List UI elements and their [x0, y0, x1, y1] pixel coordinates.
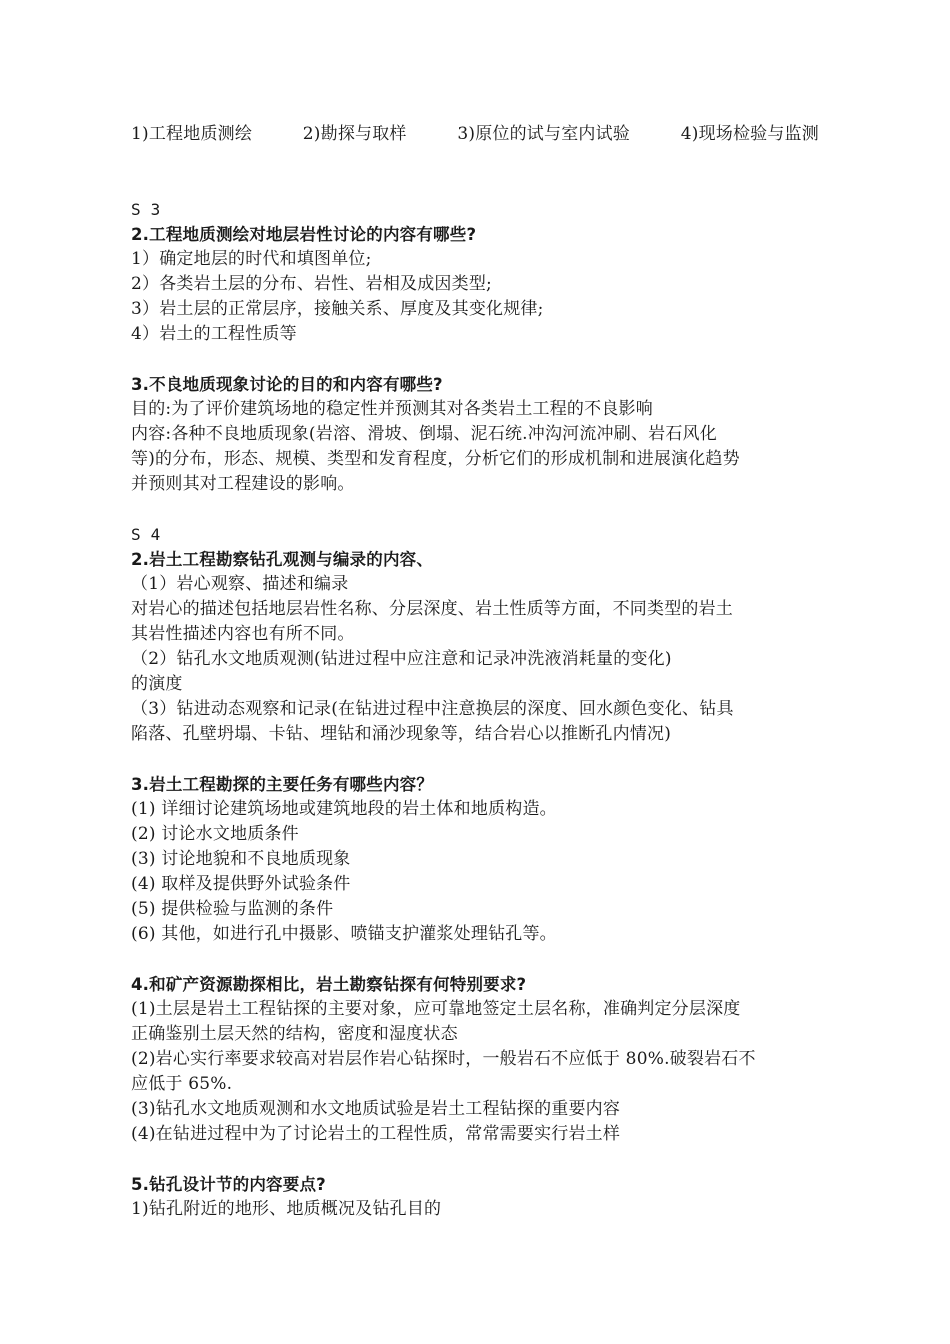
question-heading: 2.岩土工程勘察钻孔观测与编录的内容、 [131, 550, 434, 569]
answer-line: 目的:为了评价建筑场地的稳定性并预测其对各类岩土工程的不良影响 [131, 399, 653, 419]
document-page [131, 122, 831, 1222]
answer-line: (3) 讨论地貌和不良地质现象 [131, 849, 351, 869]
section-label-s3: S 3 [131, 200, 161, 219]
answer-line: (1) 详细讨论建筑场地或建筑地段的岩土体和地质构造。 [131, 799, 557, 819]
answer-line: 陷落、孔壁坍塌、卡钻、埋钻和涌沙现象等，结合岩心以推断孔内情况) [131, 724, 672, 744]
intro-items-line [131, 122, 819, 147]
answer-line: 3）岩土层的正常层序，接触关系、厚度及其变化规律; [131, 299, 544, 319]
answer-line: (1)土层是岩土工程钻探的主要对象，应可靠地签定土层名称，准确判定分层深度 [131, 999, 741, 1019]
section-label-s4: S 4 [131, 525, 161, 544]
question-heading: 5.钻孔设计节的内容要点? [131, 1175, 326, 1194]
answer-line: 对岩心的描述包括地层岩性名称、分层深度、岩土性质等方面，不同类型的岩土 [131, 599, 733, 619]
answer-line: (4) 取样及提供野外试验条件 [131, 874, 351, 894]
answer-line: 的演度 [131, 674, 183, 694]
answer-line: (4)在钻进过程中为了讨论岩土的工程性质，常常需要实行岩土样 [131, 1124, 621, 1144]
answer-line: 1）确定地层的时代和填图单位; [131, 249, 372, 269]
question-heading: 3.岩土工程勘探的主要任务有哪些内容？ [131, 775, 434, 794]
answer-line: 4）岩土的工程性质等 [131, 324, 297, 344]
answer-line: (2) 讨论水文地质条件 [131, 824, 299, 844]
answer-line: （1）岩心观察、描述和编录 [131, 574, 349, 594]
answer-line: 正确鉴别土层天然的结构，密度和湿度状态 [131, 1024, 458, 1044]
answer-line: (5) 提供检验与监测的条件 [131, 899, 334, 919]
answer-line: (6) 其他，如进行孔中摄影、喷锚支护灌浆处理钻孔等。 [131, 924, 557, 944]
question-heading: 4.和矿产资源勘探相比，岩土勘察钻探有何特别要求? [131, 975, 527, 994]
intro-item: 2)勘探与取样 [302, 124, 407, 144]
answer-line: (2)岩心实行率要求较高对岩层作岩心钻探时，一般岩石不应低于 80%.破裂岩石不 [131, 1049, 756, 1069]
answer-line: （3）钻进动态观察和记录(在钻进过程中注意换层的深度、回水颜色变化、钻具 [131, 699, 734, 719]
intro-item: 1)工程地质测绘 [131, 124, 253, 144]
answer-line: (3)钻孔水文地质观测和水文地质试验是岩土工程钻探的重要内容 [131, 1099, 621, 1119]
answer-line: 内容:各种不良地质现象(岩溶、滑坡、倒塌、泥石统.冲沟河流冲刷、岩石风化 [131, 424, 717, 444]
intro-item: 3)原位的试与室内试验 [457, 124, 631, 144]
answer-line: 2）各类岩土层的分布、岩性、岩相及成因类型; [131, 274, 492, 294]
question-heading: 3.不良地质现象讨论的目的和内容有哪些? [131, 375, 443, 394]
answer-line: 1)钻孔附近的地形、地质概况及钻孔目的 [131, 1199, 442, 1219]
answer-line: 其岩性描述内容也有所不同。 [131, 624, 355, 644]
answer-line: 并预则其对工程建设的影响。 [131, 474, 355, 494]
answer-line: 等)的分布，形态、规模、类型和发育程度，分析它们的形成机制和进展演化趋势 [131, 449, 740, 469]
answer-line: （2）钻孔水文地质观测(钻进过程中应注意和记录冲洗液消耗量的变化) [131, 649, 672, 669]
question-heading: 2.工程地质测绘对地层岩性讨论的内容有哪些? [131, 225, 477, 244]
answer-line: 应低于 65%. [131, 1074, 233, 1094]
intro-item: 4)现场检验与监测 [680, 124, 819, 144]
